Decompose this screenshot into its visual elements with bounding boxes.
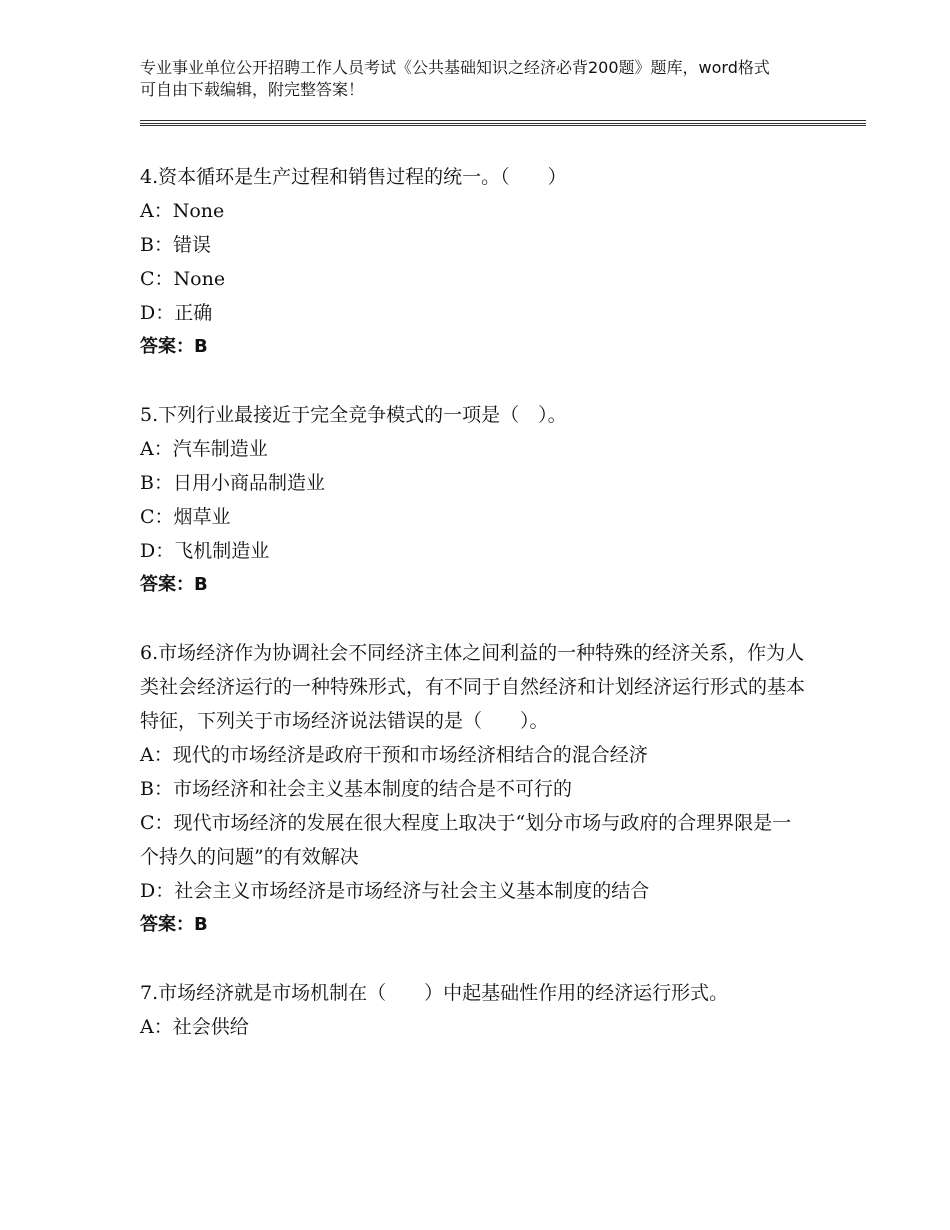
question-stem: 4.资本循环是生产过程和销售过程的统一。（ ） (140, 166, 567, 188)
answer: 答案：B (140, 574, 208, 595)
option-b: B：错误 (140, 234, 211, 256)
option-a: A：None (140, 200, 225, 222)
option-c: C：None (140, 268, 226, 290)
question-4 (140, 160, 810, 364)
question-stem: 6.市场经济作为协调社会不同经济主体之间利益的一种特殊的经济关系，作为人类社会经济运行的一种特殊形式，有不同于自然经济和计划经济运行形式的基本特征，下列关于市场经济说法错误的是（ ）。 (140, 642, 806, 732)
answer: 答案：B (140, 914, 208, 935)
option-c: C：烟草业 (140, 506, 231, 528)
question-stem: 5.下列行业最接近于完全竞争模式的一项是（ ）。 (140, 404, 567, 426)
option-a: A：社会供给 (140, 1016, 249, 1038)
option-d: D：社会主义市场经济是市场经济与社会主义基本制度的结合 (140, 880, 650, 902)
option-d: D：正确 (140, 302, 213, 324)
option-d: D：飞机制造业 (140, 540, 270, 562)
question-6 (140, 636, 810, 942)
header-divider (140, 123, 866, 124)
question-list (140, 160, 810, 1078)
option-c: C：现代市场经济的发展在很大程度上取决于“划分市场与政府的合理界限是一个持久的问题”的有效解决 (140, 812, 792, 868)
option-b: B：日用小商品制造业 (140, 472, 325, 494)
option-a: A：现代的市场经济是政府干预和市场经济相结合的混合经济 (140, 744, 648, 766)
option-b: B：市场经济和社会主义基本制度的结合是不可行的 (140, 778, 572, 800)
document-header: 专业事业单位公开招聘工作人员考试《公共基础知识之经济必背200题》题库，word格式可自由下载编辑，附完整答案！ (140, 58, 770, 99)
option-a: A：汽车制造业 (140, 438, 268, 460)
question-stem: 7.市场经济就是市场机制在（ ）中起基础性作用的经济运行形式。 (140, 982, 729, 1004)
answer: 答案：B (140, 336, 208, 357)
question-7 (140, 976, 810, 1044)
header-divider (140, 125, 866, 126)
header-divider (140, 120, 866, 121)
question-5 (140, 398, 810, 602)
